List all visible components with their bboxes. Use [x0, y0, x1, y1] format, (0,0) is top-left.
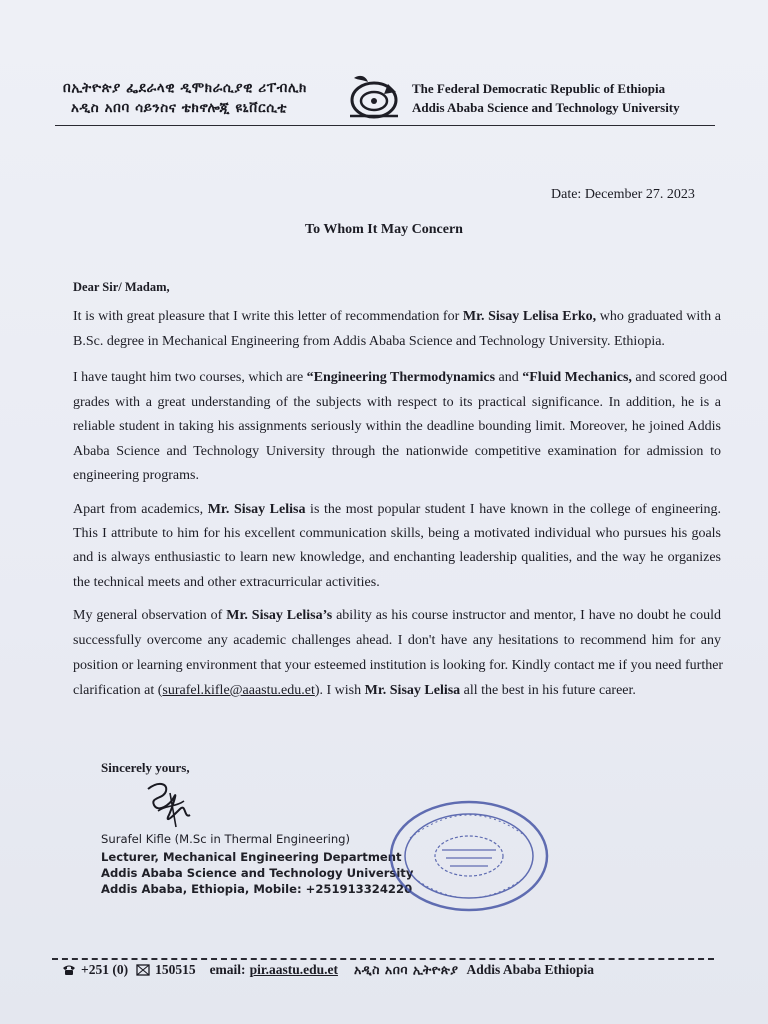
- text-span: ability as his course instructor and mentor, I have no doubt he could: [332, 608, 721, 623]
- text-span: Apart from academics,: [73, 502, 208, 517]
- paragraph-1-line-1: [73, 308, 721, 326]
- footer-fax: 150515: [155, 962, 196, 977]
- paragraph-2-line-3: reliable student in taking his assignments seriously within the deadline bounding limit. Moreover, he joined Addis: [73, 419, 721, 434]
- letter-date: Date: December 27. 2023: [551, 187, 695, 202]
- letter-salutation: Dear Sir/ Madam,: [73, 280, 170, 294]
- text-span: It is with great pleasure that I write this letter of recommendation for: [73, 309, 463, 324]
- paragraph-3-line-1: [73, 501, 721, 519]
- paragraph-4-line-3: position or learning environment that your esteemed institution is looking for. Kindly contact me if you need further: [73, 658, 724, 673]
- text-span: ). I wish: [314, 683, 365, 698]
- fax-icon: [136, 964, 150, 976]
- signatory-name: Surafel Kifle (M.Sc in Thermal Engineering): [101, 832, 351, 846]
- paragraph-4-line-4: [73, 682, 721, 700]
- university-logo-icon: [344, 70, 406, 126]
- header-english-line1: The Federal Democratic Republic of Ethiopia: [412, 81, 666, 96]
- signatory-institution: Addis Ababa Science and Technology University: [101, 866, 414, 880]
- header-amharic-line1: በኢትዮጵያ ፌደራላዊ ዲሞክራሲያዊ ሪፐብሊክ: [63, 80, 307, 96]
- text-span: and scored good: [631, 370, 728, 385]
- phone-icon: [62, 964, 76, 976]
- handwritten-signature-icon: [140, 775, 200, 833]
- letter-subject: To Whom It May Concern: [305, 222, 463, 237]
- paragraph-2-line-1: [73, 369, 728, 387]
- paragraph-4-line-2: successfully overcome any academic challenges ahead. I don't have any hesitations to recommend him for any: [73, 633, 721, 648]
- header-divider: [55, 125, 715, 126]
- paragraph-2-line-4: Ababa Science and Technology University through the nationwide competitive examination for admission to: [73, 444, 721, 459]
- paragraph-3-line-2: This I attribute to him for his excellent communication skills, being a motivated individual who pursues his goals: [73, 526, 721, 541]
- closing-text: Sincerely yours,: [101, 760, 190, 775]
- text-span: and: [495, 370, 523, 385]
- text-span: who graduated with a: [596, 309, 721, 324]
- footer-email-link[interactable]: pir.aastu.edu.et: [249, 962, 338, 977]
- signatory-title: Lecturer, Mechanical Engineering Department: [101, 850, 402, 864]
- paragraph-2-line-5: engineering programs.: [73, 468, 199, 483]
- course-name: “Engineering Thermodynamics: [306, 370, 496, 385]
- official-stamp-icon: [386, 798, 552, 914]
- footer-divider: [52, 958, 714, 960]
- signatory-contact: Addis Ababa, Ethiopia, Mobile: +251913324220: [101, 882, 413, 896]
- paragraph-3-line-4: the technical meets and other extracurricular activities.: [73, 575, 380, 590]
- footer-email-label: email:: [209, 962, 246, 977]
- candidate-name: Mr. Sisay Lelisa: [364, 683, 461, 698]
- paragraph-3-line-3: and is always enthusiastic to learn new knowledge, and enchanting leadership qualities, and the way he organizes: [73, 550, 721, 565]
- footer-phone: +251 (0): [81, 962, 129, 977]
- header-amharic-line2: አዲስ አበባ ሳይንስና ቴክኖሎጂ ዩኒቨርሲቲ: [71, 100, 288, 116]
- contact-email-link[interactable]: surafel.kifle@aaastu.edu.et: [162, 683, 315, 698]
- candidate-name: Mr. Sisay Lelisa’s: [226, 608, 333, 623]
- paragraph-2-line-2: grades with a great understanding of the subjects with respect to its practical significance. In addition, he is a: [73, 395, 721, 410]
- paragraph-1-line-2: B.Sc. degree in Mechanical Engineering from Addis Ababa Science and Technology University. Ethiopia.: [73, 334, 665, 349]
- text-span: clarification at (: [73, 683, 163, 698]
- text-span: all the best in his future career.: [460, 683, 636, 698]
- candidate-name: Mr. Sisay Lelisa Erko,: [462, 309, 597, 324]
- candidate-name: Mr. Sisay Lelisa: [207, 502, 306, 517]
- text-span: My general observation of: [73, 608, 227, 623]
- text-span: is the most popular student I have known in the college of engineering.: [305, 502, 721, 517]
- footer-city-amharic: አዲስ አበባ ኢትዮጵያ: [353, 962, 459, 977]
- footer-city: Addis Ababa Ethiopia: [466, 962, 595, 977]
- text-span: I have taught him two courses, which are: [73, 370, 307, 385]
- letter-footer: [62, 962, 602, 978]
- course-name: “Fluid Mechanics,: [522, 370, 632, 385]
- header-english-line2: Addis Ababa Science and Technology University: [412, 100, 680, 115]
- paragraph-4-line-1: [73, 607, 721, 625]
